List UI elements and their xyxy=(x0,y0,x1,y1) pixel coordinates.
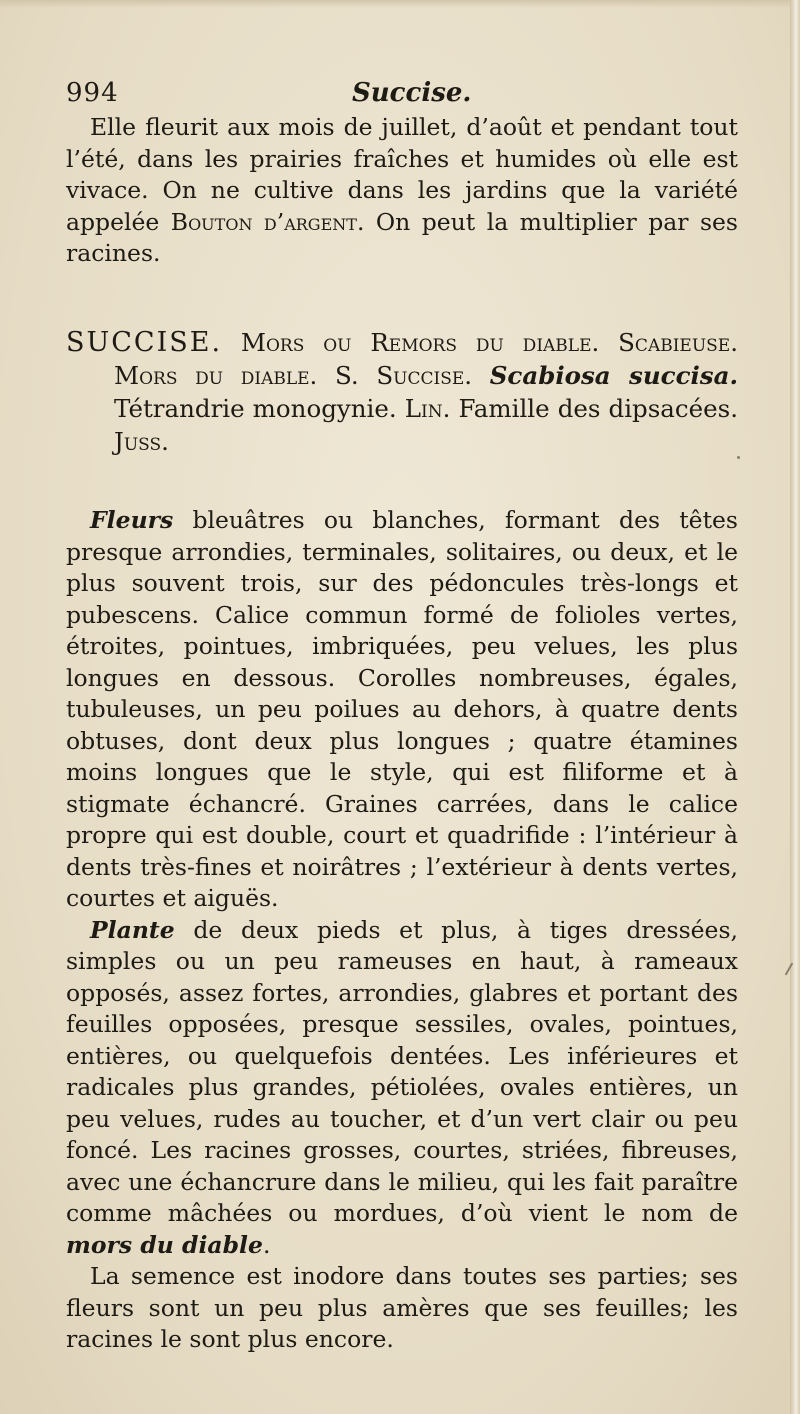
fleurs-text: bleuâtres ou blanches, formant des têtes presque arrondies, terminales, solitaires, ou deux, et le plus souvent trois, sur des pédoncules très-longs et pubescens. Calice commun formé de folioles vertes, étroites, pointues, imbriquées, peu velues, les plus longues en dessous. Corolles nombreuses, égales, tubuleuses, un peu poilues au dehors, à quatre dents obtuses, dont deux plus longues ; quatre étamines moins longues que le style, qui est filiforme et à stigmate échancré. Graines carrées, dans le calice propre qui est double, court et quadrifide : l’intérieur à dents très-fines et noirâtres ; l’extérieur à dents vertes, courtes et aiguës. xyxy=(66,506,738,912)
paragraph-end: . On peut la multiplier par ses racines. xyxy=(66,207,738,267)
page-header xyxy=(66,68,726,112)
paper-speck xyxy=(737,456,740,459)
jussieu-abbrev: Juss. xyxy=(114,427,169,456)
intro-paragraph xyxy=(66,112,738,270)
plante-end: . xyxy=(262,1230,271,1259)
classification: Tétrandrie monogynie. xyxy=(114,394,397,423)
paragraph-flowering xyxy=(66,112,738,270)
paragraph-text: Elle fleurit aux mois de juillet, d’août et pendant tout l’été, dans les prairies fraîches et humides où elle est vivace. On ne cultive dans les jardins que la variété appelée xyxy=(66,113,738,236)
page-number: 994 xyxy=(66,78,119,108)
entry-heading xyxy=(66,326,738,458)
entry-hanging-block xyxy=(66,326,738,458)
paragraph-fleurs xyxy=(66,505,738,915)
paragraph-semence: La semence est inodore dans toutes ses parties; ses fleurs sont un peu plus amères que ses feuilles; les racines le sont plus encore. xyxy=(66,1262,738,1353)
page-right-edge xyxy=(790,0,800,1414)
fleurs-lead: Fleurs xyxy=(90,506,174,534)
running-title: Succise. xyxy=(352,78,472,108)
variety-name: Bouton d’argent xyxy=(170,207,357,236)
common-names: Mors ou Remors du diable. Scabieuse. Mors du diable. S. Succise. xyxy=(114,328,739,390)
page-top-shadow xyxy=(0,0,800,8)
paragraph-plante xyxy=(66,915,738,1262)
plante-text: de deux pieds et plus, à tiges dressées, simples ou un peu rameuses en haut, à rameaux opposés, assez fortes, arrondies, glabres et portant des feuilles opposées, presque sessiles, ovales, pointues, entières, ou quelquefois dentées. Les inférieures et radicales plus grandes, pétiolées, ovales entières, un peu velues, rudes au toucher, et d’un vert clair ou peu foncé. Les racines grosses, courtes, striées, fibreuses, avec une échancrure dans le milieu, qui les fait paraître comme mâchées ou mordues, d’où vient le nom de xyxy=(66,915,738,1227)
latin-name: Scabiosa succisa. xyxy=(489,361,738,390)
description-body xyxy=(66,505,738,1356)
headword: SUCCISE. xyxy=(66,327,223,358)
linnaeus-abbrev: Lin. xyxy=(404,394,451,423)
plante-lead: Plante xyxy=(90,915,175,944)
plante-italic-name: mors du diable xyxy=(66,1230,263,1259)
family-name: Famille des dipsacées. xyxy=(458,394,738,423)
